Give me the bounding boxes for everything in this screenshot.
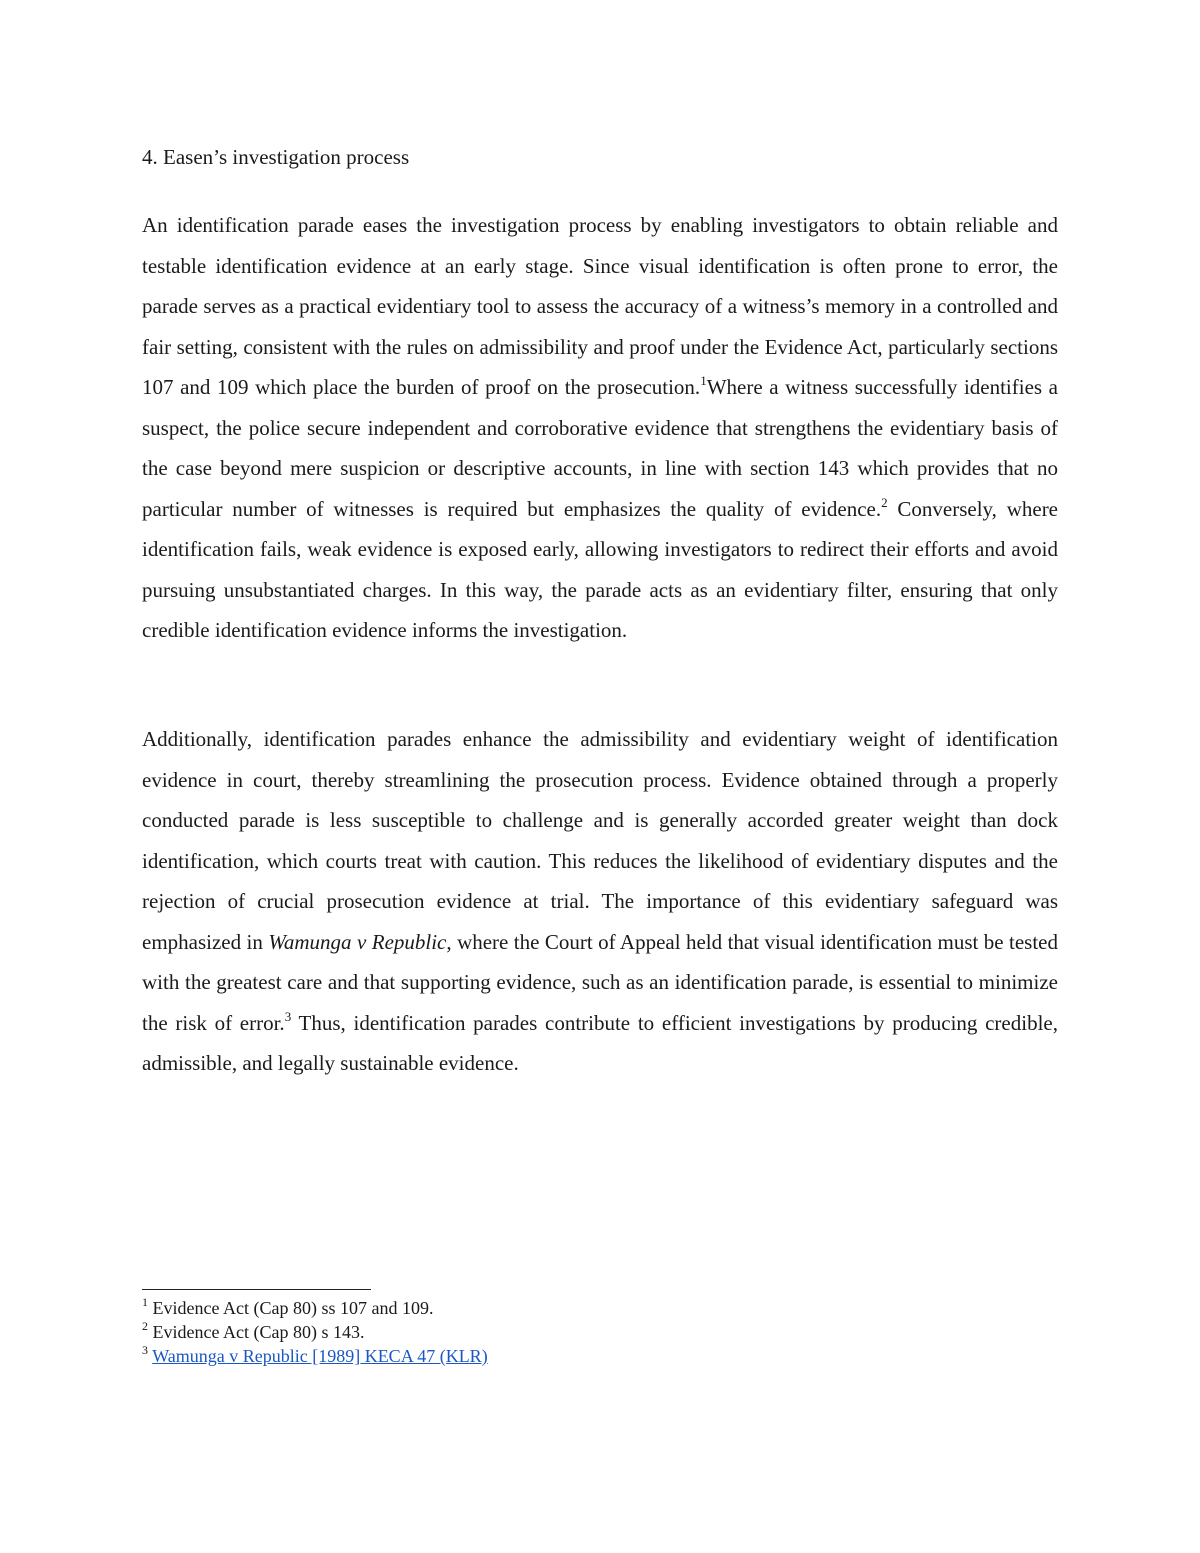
paragraph-2-text-b: , where the Court of Appeal held that visual identification must be tested with the greatest care and that supporting evidence, such as an identification parade, is essential to minimize the risk of error.	[142, 929, 1058, 1035]
paragraph-1-text-a: An identification parade eases the investigation process by enabling investigators to obtain reliable and testable identification evidence at an early stage. Since visual identification is often prone to error, the parade serves as a practical evidentiary tool to assess the accuracy of a witness’s memory in a controlled and fair setting, consistent with the rules on admissibility and proof under the Evidence Act, particularly sections 107 and 109 which place the burden of proof on the prosecution.	[142, 213, 1058, 399]
footnote-marker-3: 3	[142, 1343, 148, 1357]
footnote-marker-2: 2	[142, 1319, 148, 1333]
footnote-3-link[interactable]: Wamunga v Republic [1989] KECA 47 (KLR)	[152, 1346, 488, 1366]
body-paragraph-1	[142, 205, 1058, 651]
footnote-ref-2[interactable]: 2	[881, 494, 888, 510]
footnote-separator	[142, 1289, 371, 1290]
footnote-marker-1: 1	[142, 1295, 148, 1309]
paragraph-1-text-c: Conversely, where identification fails, weak evidence is exposed early, allowing investigators to redirect their efforts and avoid pursuing unsubstantiated charges. In this way, the parade acts as an evidentiary filter, ensuring that only credible identification evidence informs the investigation.	[142, 496, 1059, 642]
paragraph-2-text-c: Thus, identification parades contribute to efficient investigations by producing credible, admissible, and legally sustainable evidence.	[142, 1010, 1058, 1075]
footnote-1	[142, 1296, 1058, 1320]
section-heading: 4. Easen’s investigation process	[142, 145, 410, 169]
footnote-2	[142, 1320, 1058, 1344]
footnote-3	[142, 1344, 1058, 1368]
footnote-ref-1[interactable]: 1	[700, 373, 707, 388]
body-paragraph-2	[142, 719, 1058, 1084]
footnote-2-text: Evidence Act (Cap 80) s 143.	[148, 1322, 365, 1342]
footnote-1-text: Evidence Act (Cap 80) ss 107 and 109.	[148, 1298, 434, 1318]
footnote-ref-3[interactable]: 3	[284, 1008, 292, 1024]
paragraph-1-text-b: Where a witness successfully identifies a suspect, the police secure independent and corroborative evidence that strengthens the evidentiary basis of the case beyond mere suspicion or descriptive accounts, in line with section 143 which provides that no particular number of witnesses is required but emphasizes the quality of evidence.	[142, 375, 1058, 521]
footnotes-section	[142, 1296, 1058, 1368]
case-name: Wamunga v Republic	[268, 929, 447, 954]
document-page	[142, 0, 1058, 1553]
paragraph-2-text-a: Additionally, identification parades enhance the admissibility and evidentiary weight of identification evidence in court, thereby streamlining the prosecution process. Evidence obtained through a properly conducted parade is less susceptible to challenge and is generally accorded greater weight than dock identification, which courts treat with caution. This reduces the likelihood of evidentiary disputes and the rejection of crucial prosecution evidence at trial. The importance of this evidentiary safeguard was emphasized in	[142, 727, 1058, 954]
